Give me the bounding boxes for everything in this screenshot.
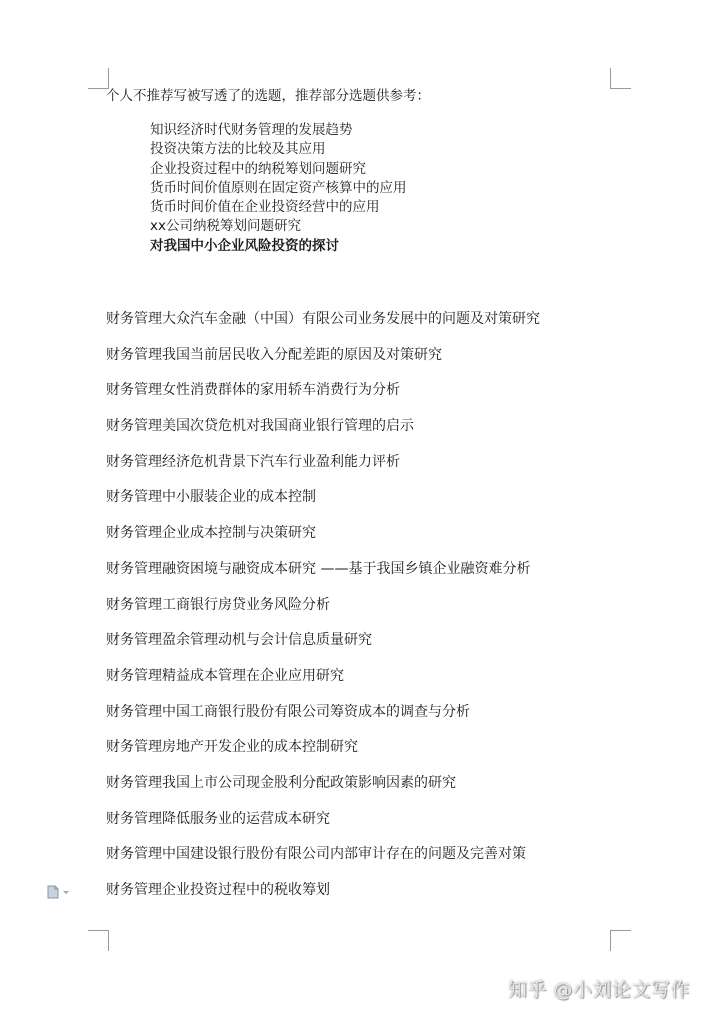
- topic-item: 财务管理企业成本控制与决策研究: [106, 525, 316, 542]
- topic-item: 财务管理中国工商银行股份有限公司筹资成本的调查与分析: [106, 703, 470, 720]
- intro-text: 个人不推荐写被写透了的选题，推荐部分选题供参考：: [106, 88, 430, 104]
- topic-item: 财务管理盈余管理动机与会计信息质量研究: [106, 632, 372, 649]
- sub-topic-item: 货币时间价值在企业投资经营中的应用: [150, 199, 380, 216]
- crop-mark-top-right: [610, 68, 631, 89]
- topic-item: 财务管理美国次贷危机对我国商业银行管理的启示: [106, 418, 414, 435]
- topic-item: 财务管理降低服务业的运营成本研究: [106, 810, 330, 827]
- topic-item: 财务管理工商银行房贷业务风险分析: [106, 596, 330, 613]
- topic-item: 财务管理中国建设银行股份有限公司内部审计存在的问题及完善对策: [106, 846, 526, 863]
- topic-item: 财务管理我国当前居民收入分配差距的原因及对策研究: [106, 346, 442, 363]
- topic-list: [106, 306, 540, 913]
- topic-item: 财务管理中小服装企业的成本控制: [106, 489, 316, 506]
- sub-topic-item: 货币时间价值原则在固定资产核算中的应用: [150, 179, 407, 196]
- crop-mark-bottom-left: [88, 930, 109, 951]
- sub-topic-item: 知识经济时代财务管理的发展趋势: [150, 122, 353, 138]
- zhihu-watermark: 知乎 @小刘论文写作: [508, 979, 691, 1001]
- recommended-topic-list: [150, 121, 407, 256]
- topic-item: 财务管理经济危机背景下汽车行业盈利能力评析: [106, 453, 400, 470]
- topic-item: 财务管理大众汽车金融（中国）有限公司业务发展中的问题及对策研究: [106, 311, 540, 327]
- topic-item: 财务管理房地产开发企业的成本控制研究: [106, 739, 358, 756]
- sub-topic-item: xx公司纳税筹划问题研究: [150, 218, 301, 235]
- sub-topic-item-bold: 对我国中小企业风险投资的探讨: [150, 237, 339, 254]
- sub-topic-item: 企业投资过程中的纳税筹划问题研究: [150, 160, 366, 177]
- topic-item: 财务管理我国上市公司现金股利分配政策影响因素的研究: [106, 774, 456, 791]
- topic-item: 财务管理精益成本管理在企业应用研究: [106, 667, 344, 684]
- topic-item: 财务管理融资困境与融资成本研究 ——基于我国乡镇企业融资难分析: [106, 560, 531, 577]
- sub-topic-item: 投资决策方法的比较及其应用: [150, 141, 326, 158]
- document-icon[interactable]: [46, 884, 72, 898]
- topic-item: 财务管理女性消费群体的家用轿车消费行为分析: [106, 382, 400, 399]
- crop-mark-bottom-right: [610, 930, 631, 951]
- topic-item: 财务管理企业投资过程中的税收筹划: [106, 882, 330, 898]
